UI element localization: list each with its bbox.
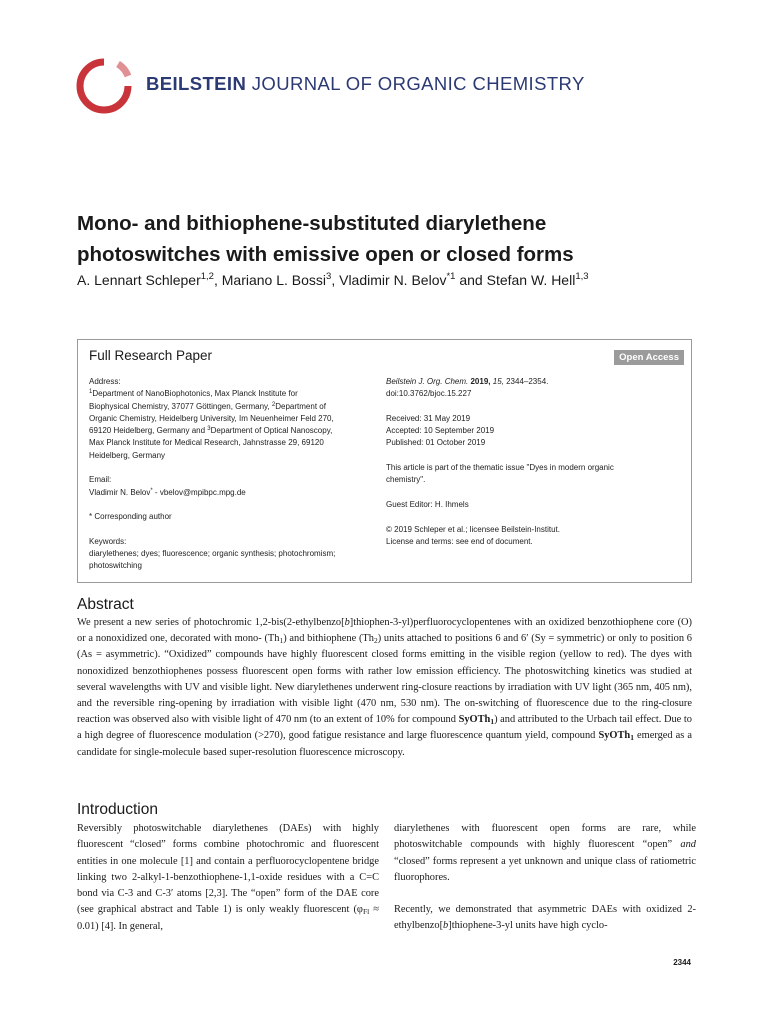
address-text: $^1$Department of NanoBiophotonics, Max Planck Institute for Biophysical Chemistry, 37077 Göttingen, Germany, $^2$Department of Organic Chemistry, Heidelberg University, Im Neuenheimer Feld 270, 69120 Heidelberg, Germany and $^3$Department of Optical Nanoscopy, Max Planck Institute for Medical Research, Jahnstrasse 29, 69120 Heidelberg, Germany bbox=[89, 389, 334, 460]
email-label: Email: bbox=[89, 475, 112, 485]
author-list: A. Lennart Schleper$^{1,2}$, Mariano L. Bossi$^3$, Vladimir N. Belov$^{*1}$ and Stefan W. Hell$^{1,3}$ bbox=[77, 271, 589, 288]
article-type: Full Research Paper bbox=[89, 348, 213, 363]
author: Stefan W. Hell bbox=[486, 272, 576, 288]
accepted-date: Accepted: 10 September 2019 bbox=[386, 426, 495, 436]
journal-header bbox=[76, 58, 636, 114]
corresponding-note: * Corresponding author bbox=[89, 512, 172, 522]
author: A. Lennart Schleper bbox=[77, 272, 201, 288]
introduction-heading: Introduction bbox=[77, 801, 158, 818]
copyright: © 2019 Schleper et al.; licensee Beilstein-Institut. bbox=[386, 524, 560, 534]
keywords-label: Keywords: bbox=[89, 536, 127, 546]
intro-right-column: diarylethenes with fluorescent open forms are rare, while photoswitchable compounds with highly fluorescent “open” and “closed” forms represent a yet unknown and unique class of ratiometric fluorophores. Recently, we demonstrated that asymmetric DAEs with oxidized 2-ethylbenzo[b]thiophene-3-yl units have high cyclo- bbox=[394, 823, 696, 932]
received-date: Received: 31 May 2019 bbox=[386, 413, 471, 423]
license-link[interactable]: License and terms: see end of document. bbox=[386, 536, 533, 546]
journal-name: BEILSTEIN JOURNAL OF ORGANIC CHEMISTRY bbox=[146, 73, 585, 94]
article-info-box bbox=[77, 339, 692, 583]
beilstein-logo-icon bbox=[76, 58, 132, 114]
page-number: 2344 bbox=[673, 958, 691, 967]
author: Mariano L. Bossi bbox=[221, 272, 327, 288]
keywords: diarylethenes; dyes; fluorescence; organic synthesis; photochromism; photoswitching bbox=[89, 549, 336, 571]
open-access-badge: Open Access bbox=[614, 350, 684, 365]
email-line: Vladimir N. Belov* - vbelov@mpibpc.mpg.de bbox=[89, 487, 246, 497]
doi-link[interactable]: doi:10.3762/bjoc.15.227 bbox=[386, 389, 472, 399]
published-date: Published: 01 October 2019 bbox=[386, 438, 486, 448]
info-left-column bbox=[89, 376, 374, 573]
intro-left-column: Reversibly photoswitchable diarylethenes (DAEs) with highly fluorescent “closed” forms combine photochromic and fluorescent entities in one molecule [1] and contain a perfluorocyclopentene bridge linking two 2-alkyl-1-benzothiophene-1,1-oxide residues with a C=C bond via C-3 and C-3′ atoms [2,3]. The “open” form of the DAE core (see graphical abstract and Table 1) is only weakly fluorescent $(\varphi_{Fl} \approx 0.01)$ [4]. In general, bbox=[77, 823, 379, 932]
article-title: Mono- and bithiophene-substituted diarylethene photoswitches with emissive open or closed forms bbox=[77, 212, 574, 266]
citation: Beilstein J. Org. Chem. 2019, 15, 2344–2354. bbox=[386, 377, 549, 386]
address-label: Address: bbox=[89, 377, 121, 386]
email-link[interactable]: - vbelov@mpibpc.mpg.de bbox=[152, 487, 246, 497]
guest-editor: Guest Editor: H. Ihmels bbox=[386, 499, 469, 509]
author: Vladimir N. Belov bbox=[339, 272, 447, 288]
abstract-heading: Abstract bbox=[77, 596, 134, 613]
abstract-text: We present a new series of photochromic 1,2-bis(2-ethylbenzo[b]thiophen-3-yl)perfluorocyclopentenes with an oxidized benzothiophene core (O) or a nonoxidized one, decorated with mono- $(Th_1)$ and bithiophene $(Th_2)$ units attached to positions 6 and 6′ (Sy = symmetric) or only to position 6 (As = asymmetric). “Oxidized” compounds have highly fluorescent closed forms emitting in the visible region (yellow to red). The dyes with nonoxidized benzothiophenes possess fluorescent open forms with rather low emission efficiency. The photoswitching kinetics was studied at several wavelengths with UV and visible light. New diarylethenes underwent ring-closure reactions by irradiation with UV light (365 nm, 405 nm), and the reversible ring-opening by irradiation with visible light (470 nm, 530 nm). The on-switching of fluorescence due to the ring-closure reaction was observed also with visible light of 470 nm (to an extent of 10% for compound SyOTh$_1$) and attributed to the Urbach tail effect. Due to a high degree of fluorescence modulation (>270), good fatigue resistance and large fluorescence quantum yield, compound SyOTh$_1$ emerged as a candidate for single-molecule based super-resolution fluorescence microscopy. bbox=[77, 617, 692, 758]
thematic-issue: This article is part of the thematic issue "Dyes in modern organic chemistry". bbox=[386, 463, 614, 485]
info-right-column bbox=[386, 376, 686, 548]
